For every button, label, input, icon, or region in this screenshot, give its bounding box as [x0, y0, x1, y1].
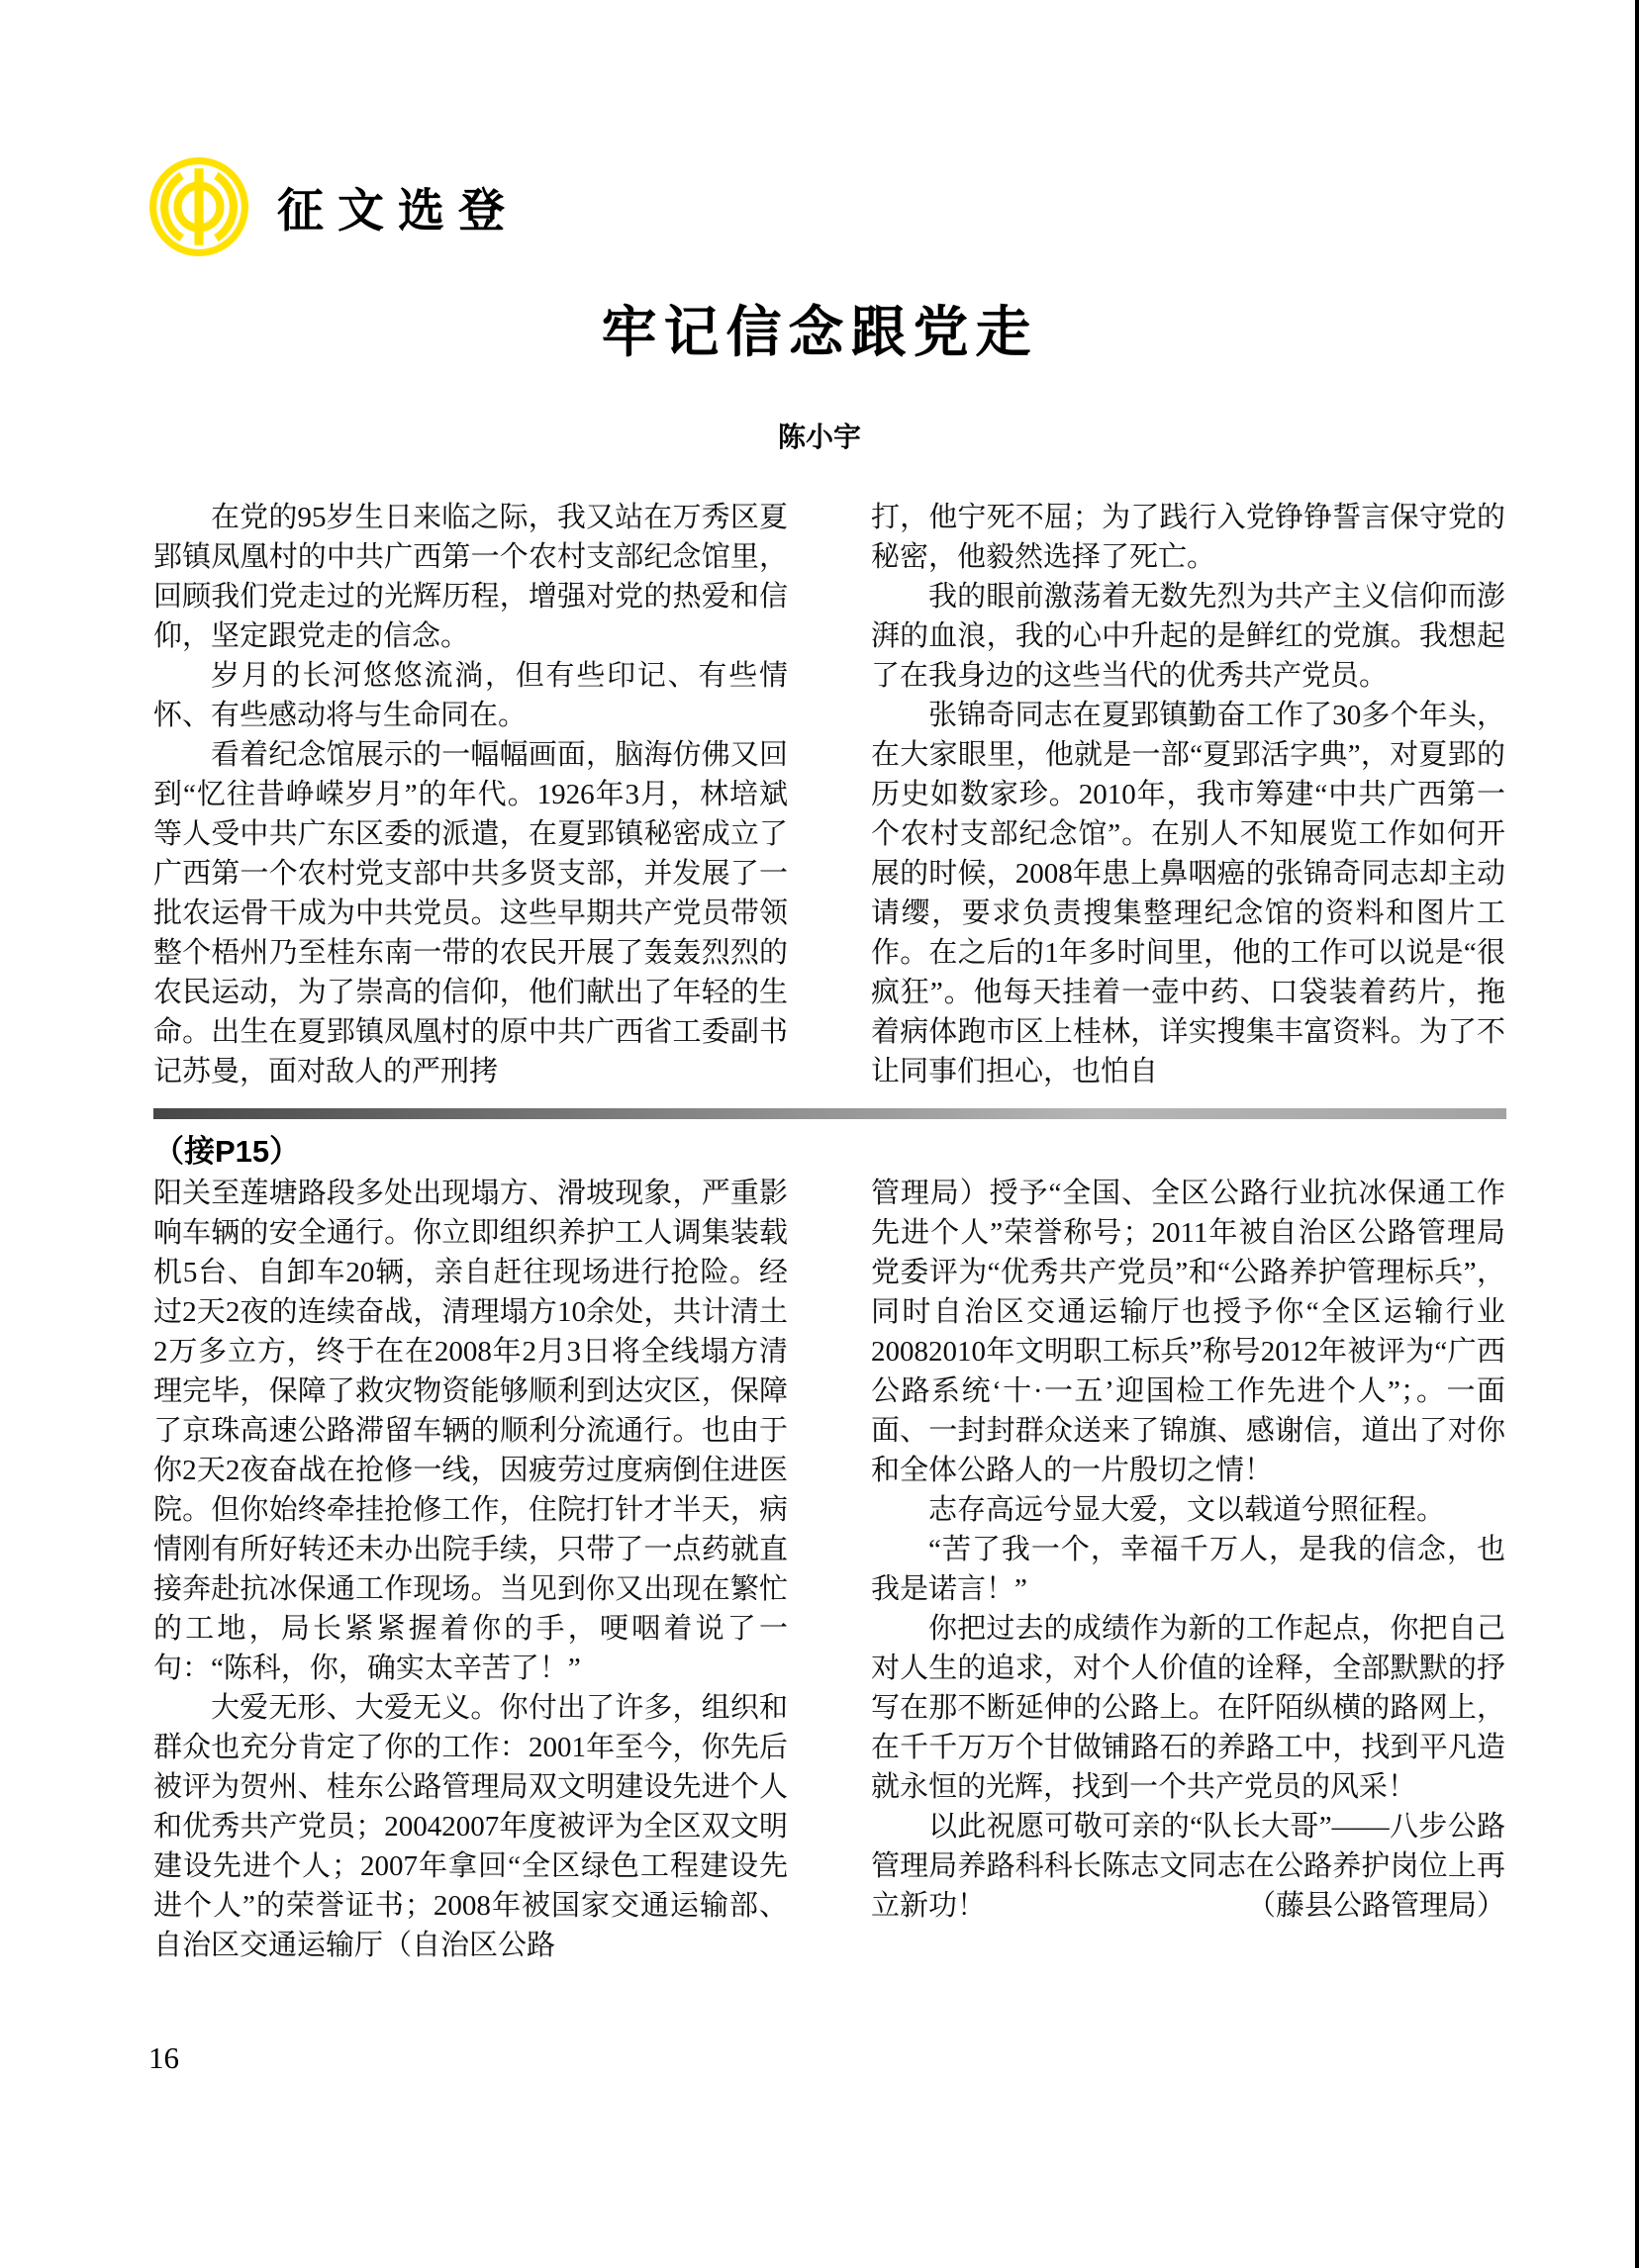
trade-union-emblem-icon [148, 156, 249, 257]
continuation-label: （接P15） [153, 1134, 301, 1169]
paragraph: 在党的95岁生日来临之际，我又站在万秀区夏郢镇凤凰村的中共广西第一个农村支部纪念馆里，回顾我们党走过的光辉历程，增强对党的热爱和信仰，坚定跟党走的信念。 [153, 502, 788, 652]
page-number: 16 [148, 2040, 179, 2075]
article-body [153, 498, 1506, 1091]
paragraph: 你把过去的成绩作为新的工作起点，你把自己对人生的追求，对个人价值的诠释，全部默默的抒写在那不断延伸的公路上。在阡陌纵横的路网上，在千千万万个甘做铺路石的养路工中，找到平凡造就永恒的光辉，找到一个共产党员的风采！ [871, 1613, 1505, 1803]
paragraph: 阳关至莲塘路段多处出现塌方、滑坡现象，严重影响车辆的安全通行。你立即组织养护工人调集装载机5台、自卸车20辆，亲自赶往现场进行抢险。经过2天2夜的连续奋战，清理塌方10余处，共计清土2万多立方，终于在在2008年2月3日将全线塌方清理完毕，保障了救灾物资能够顺利到达灾区，保障了京珠高速公路滞留车辆的顺利分流通行。也由于你2天2夜奋战在抢修一线，因疲劳过度病倒住进医院。但你始终牵挂抢修工作，住院打针才半天，病情刚有所好转还未办出院手续，只带了一点药就直接奔赴抗冰保通工作现场。当见到你又出现在繁忙的工地，局长紧紧握着你的手，哽咽着说了一句：“陈科，你，确实太辛苦了！” [153, 1178, 788, 1684]
paragraph: 管理局）授予“全国、全区公路行业抗冰保通工作先进个人”荣誉称号；2011年被自治区公路管理局党委评为“优秀共产党员”和“公路养护管理标兵”，同时自治区交通运输厅也授予你“全区运输行业20082010年文明职工标兵”称号2012年被评为“广西公路系统‘十·一五’迎国检工作先进个人”；。一面面、一封封群众送来了锦旗、感谢信，道出了对你和全体公路人的一片殷切之情！ [871, 1178, 1505, 1486]
paragraph: 志存高远兮显大爱，文以载道兮照征程。 [928, 1494, 1446, 1526]
article-left-column [153, 498, 788, 1091]
continuation-body [153, 1174, 1506, 1965]
paragraph: 打，他宁死不屈；为了践行入党铮铮誓言保守党的秘密，他毅然选择了死亡。 [871, 502, 1505, 573]
article-author: 陈小宇 [777, 423, 861, 453]
section-label: 征文选登 [277, 185, 519, 237]
page-header [148, 156, 519, 257]
paragraph: 大爱无形、大爱无义。你付出了许多，组织和群众也充分肯定了你的工作：2001年至今，你先后被评为贺州、桂东公路管理局双文明建设先进个人和优秀共产党员；20042007年度被评为全区双文明建设先进个人；2007年拿回“全区绿色工程建设先进个人”的荣誉证书；2008年被国家交通运输部、自治区交通运输厅（自治区公路 [153, 1692, 788, 1961]
paragraph: 我的眼前激荡着无数先烈为共产主义信仰而澎湃的血浪，我的心中升起的是鲜红的党旗。我想起了在我身边的这些当代的优秀共产党员。 [871, 581, 1505, 692]
paragraph: 以此祝愿可敬可亲的“队长大哥”——八步公路管理局养路科科长陈志文同志在公路养护岗位上再立新功！ [871, 1811, 1505, 1922]
paragraph: 张锦奇同志在夏郢镇勤奋工作了30多个年头，在大家眼里，他就是一部“夏郢活字典”，对夏郢的历史如数家珍。2010年，我市筹建“中共广西第一个农村支部纪念馆”。在别人不知展览工作如何开展的时候，2008年患上鼻咽癌的张锦奇同志却主动请缨，要求负责搜集整理纪念馆的资料和图片工作。在之后的1年多时间里，他的工作可以说是“很疯狂”。他每天挂着一壶中药、口袋装着药片，拖着病体跑市区上桂林，详实搜集丰富资料。为了不让同事们担心，也怕自 [871, 700, 1505, 1087]
paragraph: 看着纪念馆展示的一幅幅画面，脑海仿佛又回到“忆往昔峥嵘岁月”的年代。1926年3月，林培斌等人受中共广东区委的派遣，在夏郢镇秘密成立了广西第一个农村党支部中共多贤支部，并发展了一批农运骨干成为中共党员。这些早期共产党员带领整个梧州乃至桂东南一带的农民开展了轰轰烈烈的农民运动，为了崇高的信仰，他们献出了年轻的生命。出生在夏郢镇凤凰村的原中共广西省工委副书记苏曼，面对敌人的严刑拷 [153, 739, 788, 1087]
article-title: 牢记信念跟党走 [601, 303, 1038, 364]
paragraph: 岁月的长河悠悠流淌，但有些印记、有些情怀、有些感动将与生命同在。 [153, 660, 788, 731]
article-right-column [871, 498, 1505, 1091]
article-attribution: （藤县公路管理局） [1246, 1890, 1505, 1922]
paragraph: “苦了我一个，幸福千万人，是我的信念，也我是诺言！” [871, 1534, 1505, 1605]
continuation-left-column [153, 1174, 788, 1965]
section-divider-bar [153, 1108, 1506, 1119]
continuation-right-column [871, 1174, 1505, 1965]
